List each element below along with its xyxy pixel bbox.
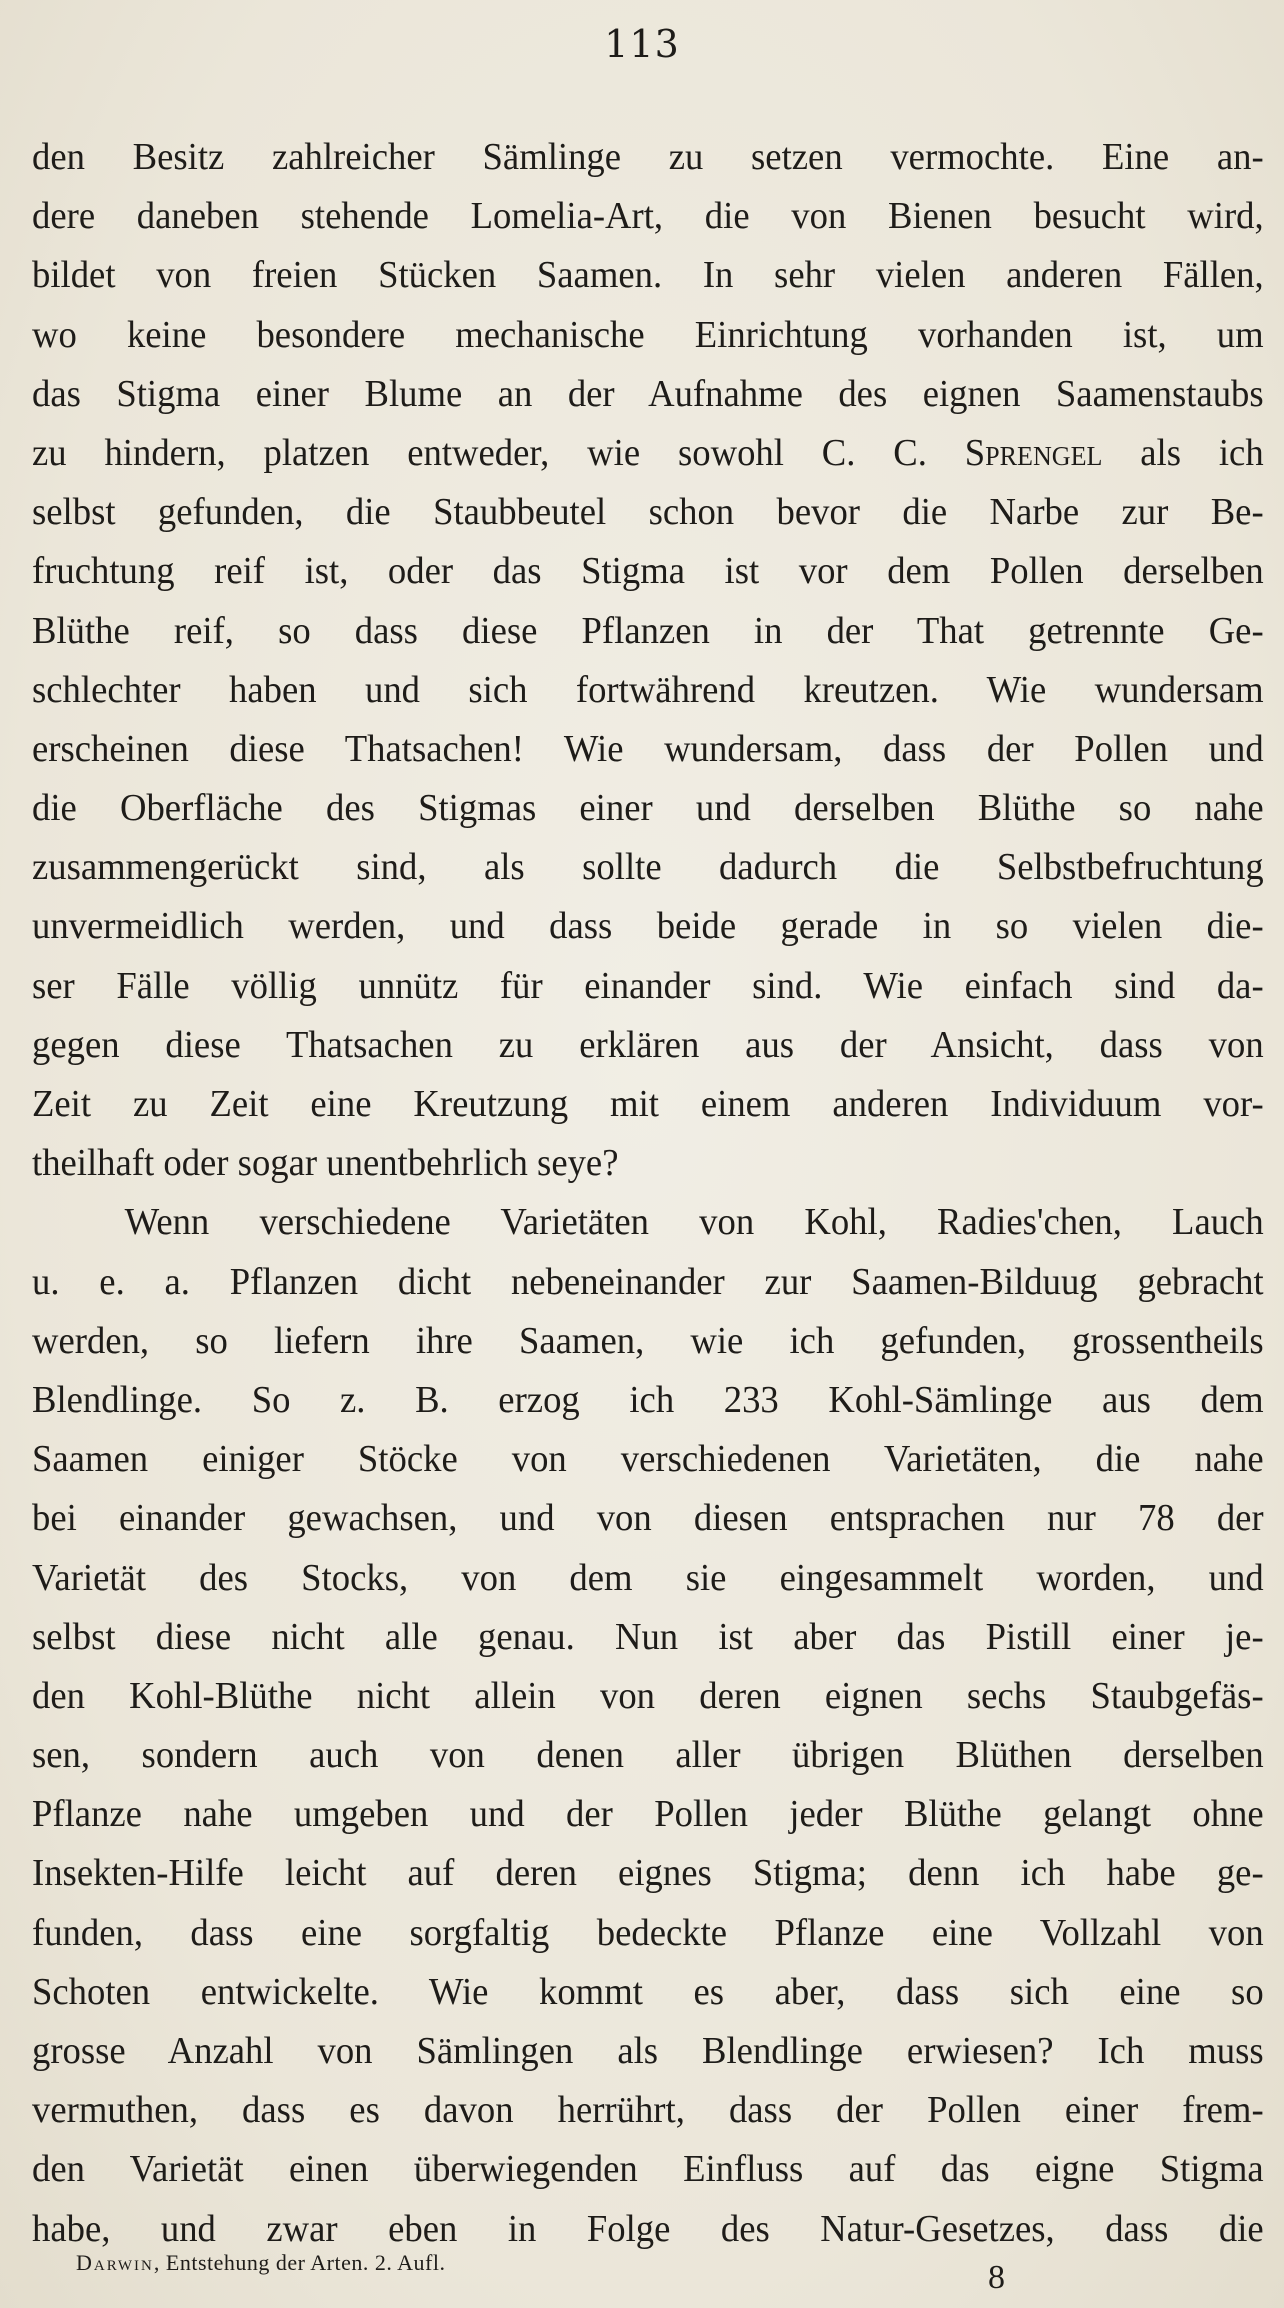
text-line: habe, und zwar eben in Folge des Natur-Gesetzes, dass die bbox=[32, 2207, 1264, 2250]
text-line: werden, so liefern ihre Saamen, wie ich gefunden, grossentheils bbox=[32, 1319, 1264, 1362]
text-line: Pflanze nahe umgeben und der Pollen jeder Blüthe gelangt ohne bbox=[32, 1793, 1264, 1836]
footer-imprint bbox=[76, 2250, 445, 2276]
text-line: dere daneben stehende Lomelia-Art, die von Bienen besucht wird, bbox=[32, 195, 1264, 238]
text-line: bei einander gewachsen, und von diesen entsprachen nur 78 der bbox=[32, 1497, 1264, 1540]
text-line: funden, dass eine sorgfaltig bedeckte Pflanze eine Vollzahl von bbox=[32, 1911, 1264, 1954]
footer-author: Darwin bbox=[76, 2250, 154, 2275]
text-line: ser Fälle völlig unnütz für einander sind. Wie einfach sind da- bbox=[32, 964, 1264, 1007]
text-line: den Varietät einen überwiegenden Einfluss auf das eigne Stigma bbox=[32, 2148, 1264, 2191]
text-line: grosse Anzahl von Sämlingen als Blendlinge erwiesen? Ich muss bbox=[32, 2030, 1264, 2072]
text-line: wo keine besondere mechanische Einrichtung vorhanden ist, um bbox=[32, 313, 1264, 356]
body-text bbox=[32, 128, 1264, 2259]
text-line: bildet von freien Stücken Saamen. In sehr vielen anderen Fällen, bbox=[32, 254, 1264, 297]
text-line: vermuthen, dass es davon herrührt, dass der Pollen einer frem- bbox=[32, 2089, 1264, 2132]
page-number: 113 bbox=[604, 22, 680, 66]
text-line-paragraph-start: Wenn verschiedene Varietäten von Kohl, Radies'chen, Lauch bbox=[124, 1201, 1264, 1244]
signature-mark: 8 bbox=[988, 2259, 1005, 2296]
text-line: selbst diese nicht alle genau. Nun ist aber das Pistill einer je- bbox=[32, 1615, 1264, 1658]
text-line: sen, sondern auch von denen aller übrigen Blüthen derselben bbox=[32, 1734, 1264, 1777]
text-line: das Stigma einer Blume an der Aufnahme des eignen Saamenstaubs bbox=[32, 372, 1264, 415]
text-line: den Kohl-Blüthe nicht allein von deren eignen sechs Staubgefäs- bbox=[32, 1674, 1264, 1717]
text-line: zu hindern, platzen entweder, wie sowohl C. C. Sprengel als ich bbox=[32, 431, 1264, 474]
footer-title: , Entstehung der Arten. 2. Aufl. bbox=[153, 2250, 446, 2275]
text-line: Blüthe reif, so dass diese Pflanzen in der That getrennte Ge- bbox=[32, 609, 1264, 652]
text-line: den Besitz zahlreicher Sämlinge zu setzen vermochte. Eine an- bbox=[32, 136, 1264, 178]
text-line: Zeit zu Zeit eine Kreutzung mit einem anderen Individuum vor- bbox=[32, 1083, 1264, 1125]
text-line: selbst gefunden, die Staubbeutel schon bevor die Narbe zur Be- bbox=[32, 491, 1264, 534]
text-line: Schoten entwickelte. Wie kommt es aber, dass sich eine so bbox=[32, 1970, 1264, 2013]
text-line: zusammengerückt sind, als sollte dadurch die Selbstbefruchtung bbox=[32, 846, 1264, 889]
text-line: erscheinen diese Thatsachen! Wie wundersam, dass der Pollen und bbox=[32, 727, 1264, 770]
text-line: schlechter haben und sich fortwährend kreutzen. Wie wundersam bbox=[32, 668, 1264, 711]
text-line: fruchtung reif ist, oder das Stigma ist vor dem Pollen derselben bbox=[32, 550, 1264, 593]
text-line: Insekten-Hilfe leicht auf deren eignes Stigma; denn ich habe ge- bbox=[32, 1852, 1264, 1895]
text-line: die Oberfläche des Stigmas einer und derselben Blüthe so nahe bbox=[32, 787, 1264, 830]
text-line: Blendlinge. So z. B. erzog ich 233 Kohl-Sämlinge aus dem bbox=[32, 1378, 1264, 1421]
text-line: Saamen einiger Stöcke von verschiedenen Varietäten, die nahe bbox=[32, 1438, 1264, 1481]
text-line: gegen diese Thatsachen zu erklären aus der Ansicht, dass von bbox=[32, 1023, 1264, 1066]
text-line: unvermeidlich werden, und dass beide gerade in so vielen die- bbox=[32, 905, 1264, 948]
text-line: theilhaft oder sogar unentbehrlich seye? bbox=[32, 1142, 619, 1185]
author-name-small-caps: Sprengel bbox=[964, 431, 1103, 474]
text-line: Varietät des Stocks, von dem sie eingesammelt worden, und bbox=[32, 1556, 1264, 1599]
text-line: u. e. a. Pflanzen dicht nebeneinander zur Saamen-Bilduug gebracht bbox=[32, 1260, 1264, 1303]
